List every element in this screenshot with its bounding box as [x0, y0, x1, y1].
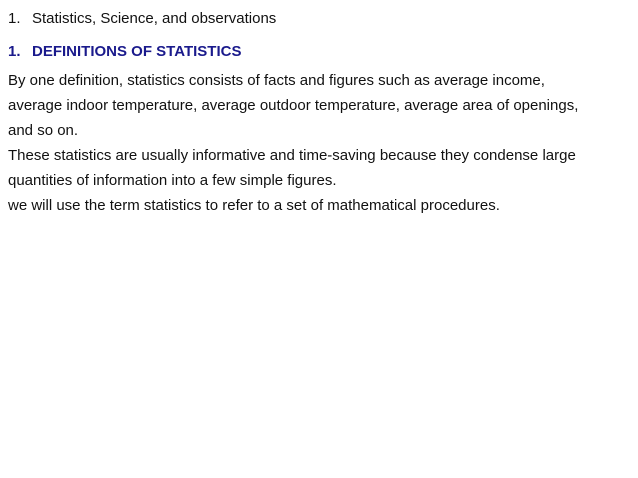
- outline-item: [8, 10, 276, 28]
- section-heading-number: 1.: [8, 43, 21, 60]
- section-heading-text: DEFINITIONS OF STATISTICS: [32, 43, 242, 60]
- body-line: By one definition, statistics consists of facts and figures such as average income,: [8, 72, 545, 89]
- outline-item-number: 1.: [8, 10, 21, 27]
- body-line: we will use the term statistics to refer to a set of mathematical procedures.: [8, 197, 500, 214]
- definition-body: [8, 68, 632, 218]
- body-line: quantities of information into a few simple figures.: [8, 172, 337, 189]
- section-heading: [8, 43, 241, 61]
- outline-item-text: Statistics, Science, and observations: [32, 10, 277, 27]
- body-line: average indoor temperature, average outdoor temperature, average area of openings,: [8, 97, 579, 114]
- body-line: These statistics are usually informative and time-saving because they condense large: [8, 147, 576, 164]
- body-line: and so on.: [8, 122, 79, 139]
